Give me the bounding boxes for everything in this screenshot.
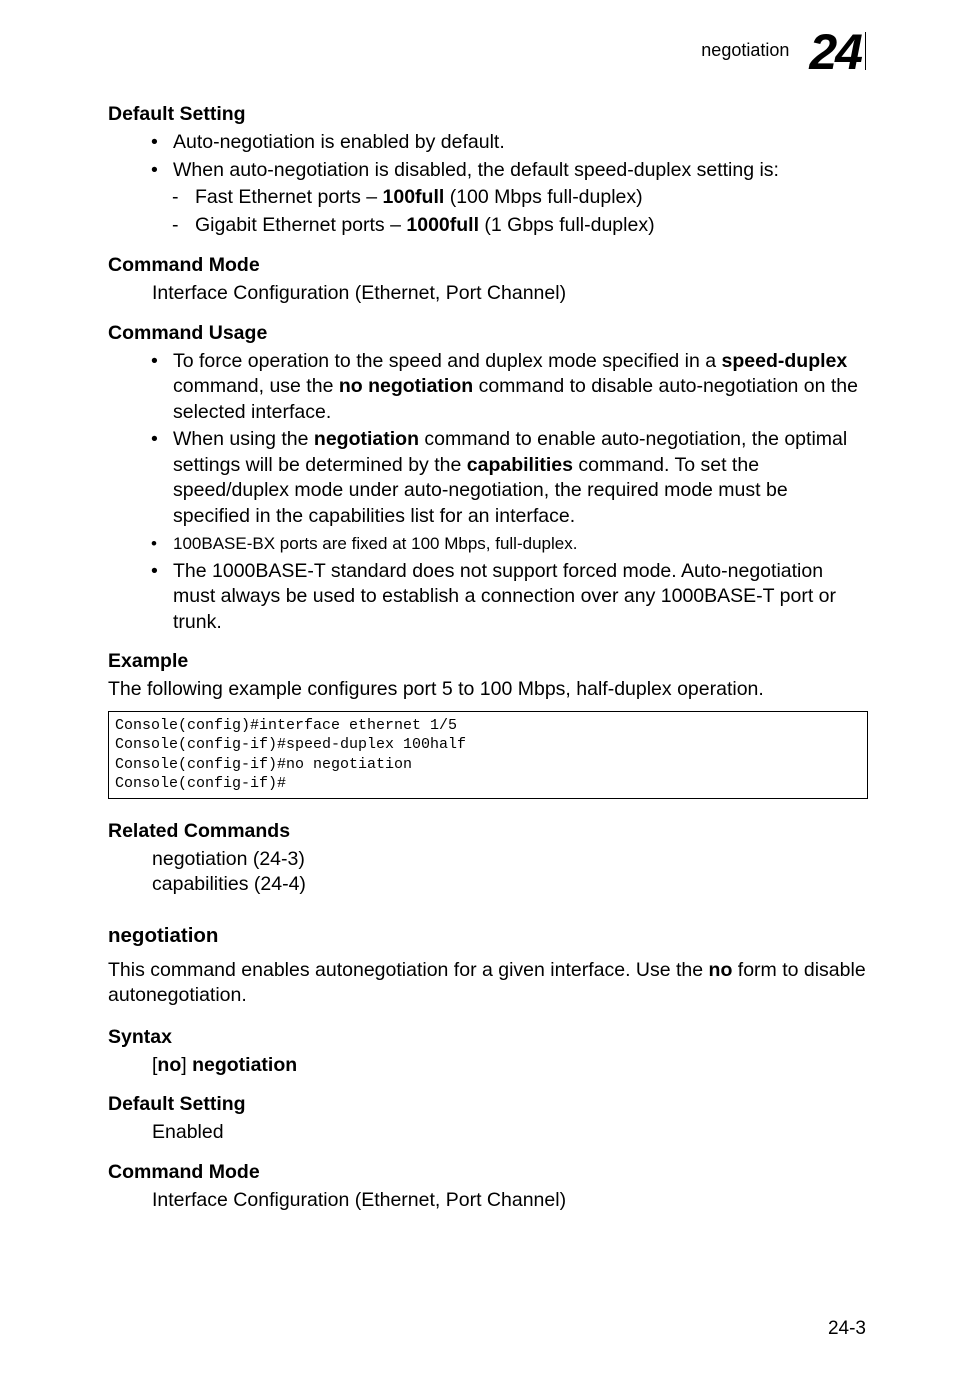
default-setting-list [108, 130, 868, 183]
negotiation-description: This command enables autonegotiation for a given interface. Use the no form to disable autonegotiation. [108, 958, 866, 1006]
list-item: • The 1000BASE-T standard does not support forced mode. Auto-negotiation must always be used to establish a connection over any 1000BASE-T port or trunk. [108, 559, 868, 636]
example-heading: Example [108, 650, 189, 672]
page-number: 24-3 [827, 1318, 866, 1339]
running-head-section: negotiation [701, 40, 790, 60]
code-line: Console(config-if)# [115, 775, 287, 792]
related-command-link[interactable]: negotiation (24-3) [152, 847, 305, 870]
default-setting-text: Enabled [152, 1121, 224, 1143]
section-title: negotiation [108, 923, 219, 947]
syntax-heading: Syntax [108, 1025, 172, 1048]
command-mode-heading: Command Mode [108, 254, 260, 276]
syntax-line: [no] negotiation [152, 1053, 298, 1076]
related-command-link[interactable]: capabilities (24-4) [152, 873, 306, 895]
code-line: Console(config)#interface ethernet 1/5 [115, 716, 458, 734]
list-item: • When using the negotiation command to enable auto-negotiation, the optimal settings will be determined by the capabilities command. To set the speed/duplex mode under auto-negotiation, the required mode must be specified in the capabilities list for an interface. [108, 427, 868, 529]
command-usage-heading: Command Usage [108, 321, 268, 344]
list-item: • 100BASE-BX ports are fixed at 100 Mbps, full-duplex. [108, 531, 868, 557]
code-line: Console(config-if)#no negotiation [115, 755, 413, 773]
running-head [701, 24, 866, 80]
list-item: • Auto-negotiation is enabled by default. [108, 130, 868, 156]
command-mode-heading: Command Mode [108, 1160, 260, 1183]
default-setting-heading: Default Setting [108, 103, 246, 125]
code-line: Console(config-if)#speed-duplex 100half [115, 736, 467, 753]
related-commands-heading: Related Commands [108, 819, 291, 842]
command-mode-text: Interface Configuration (Ethernet, Port Channel) [152, 282, 567, 304]
list-item: • When auto-negotiation is disabled, the default speed-duplex setting is: [108, 158, 868, 184]
chapter-number: 24 [809, 32, 866, 70]
page-content [108, 100, 868, 1213]
command-usage-list [108, 349, 868, 636]
list-item: • To force operation to the speed and duplex mode specified in a speed-duplex command, use the no negotiation command to disable auto-negotiation on the selected interface. [108, 349, 868, 426]
speed-duplex-default-list [108, 183, 868, 239]
default-setting-heading: Default Setting [108, 1093, 246, 1115]
list-item: - Gigabit Ethernet ports – 1000full (1 Gbps full-duplex) [108, 211, 868, 239]
command-mode-text: Interface Configuration (Ethernet, Port Channel) [152, 1188, 567, 1211]
example-code-block [108, 711, 868, 799]
example-text: The following example configures port 5 to 100 Mbps, half-duplex operation. [108, 678, 764, 700]
list-item: - Fast Ethernet ports – 100full (100 Mbps full-duplex) [108, 183, 868, 211]
